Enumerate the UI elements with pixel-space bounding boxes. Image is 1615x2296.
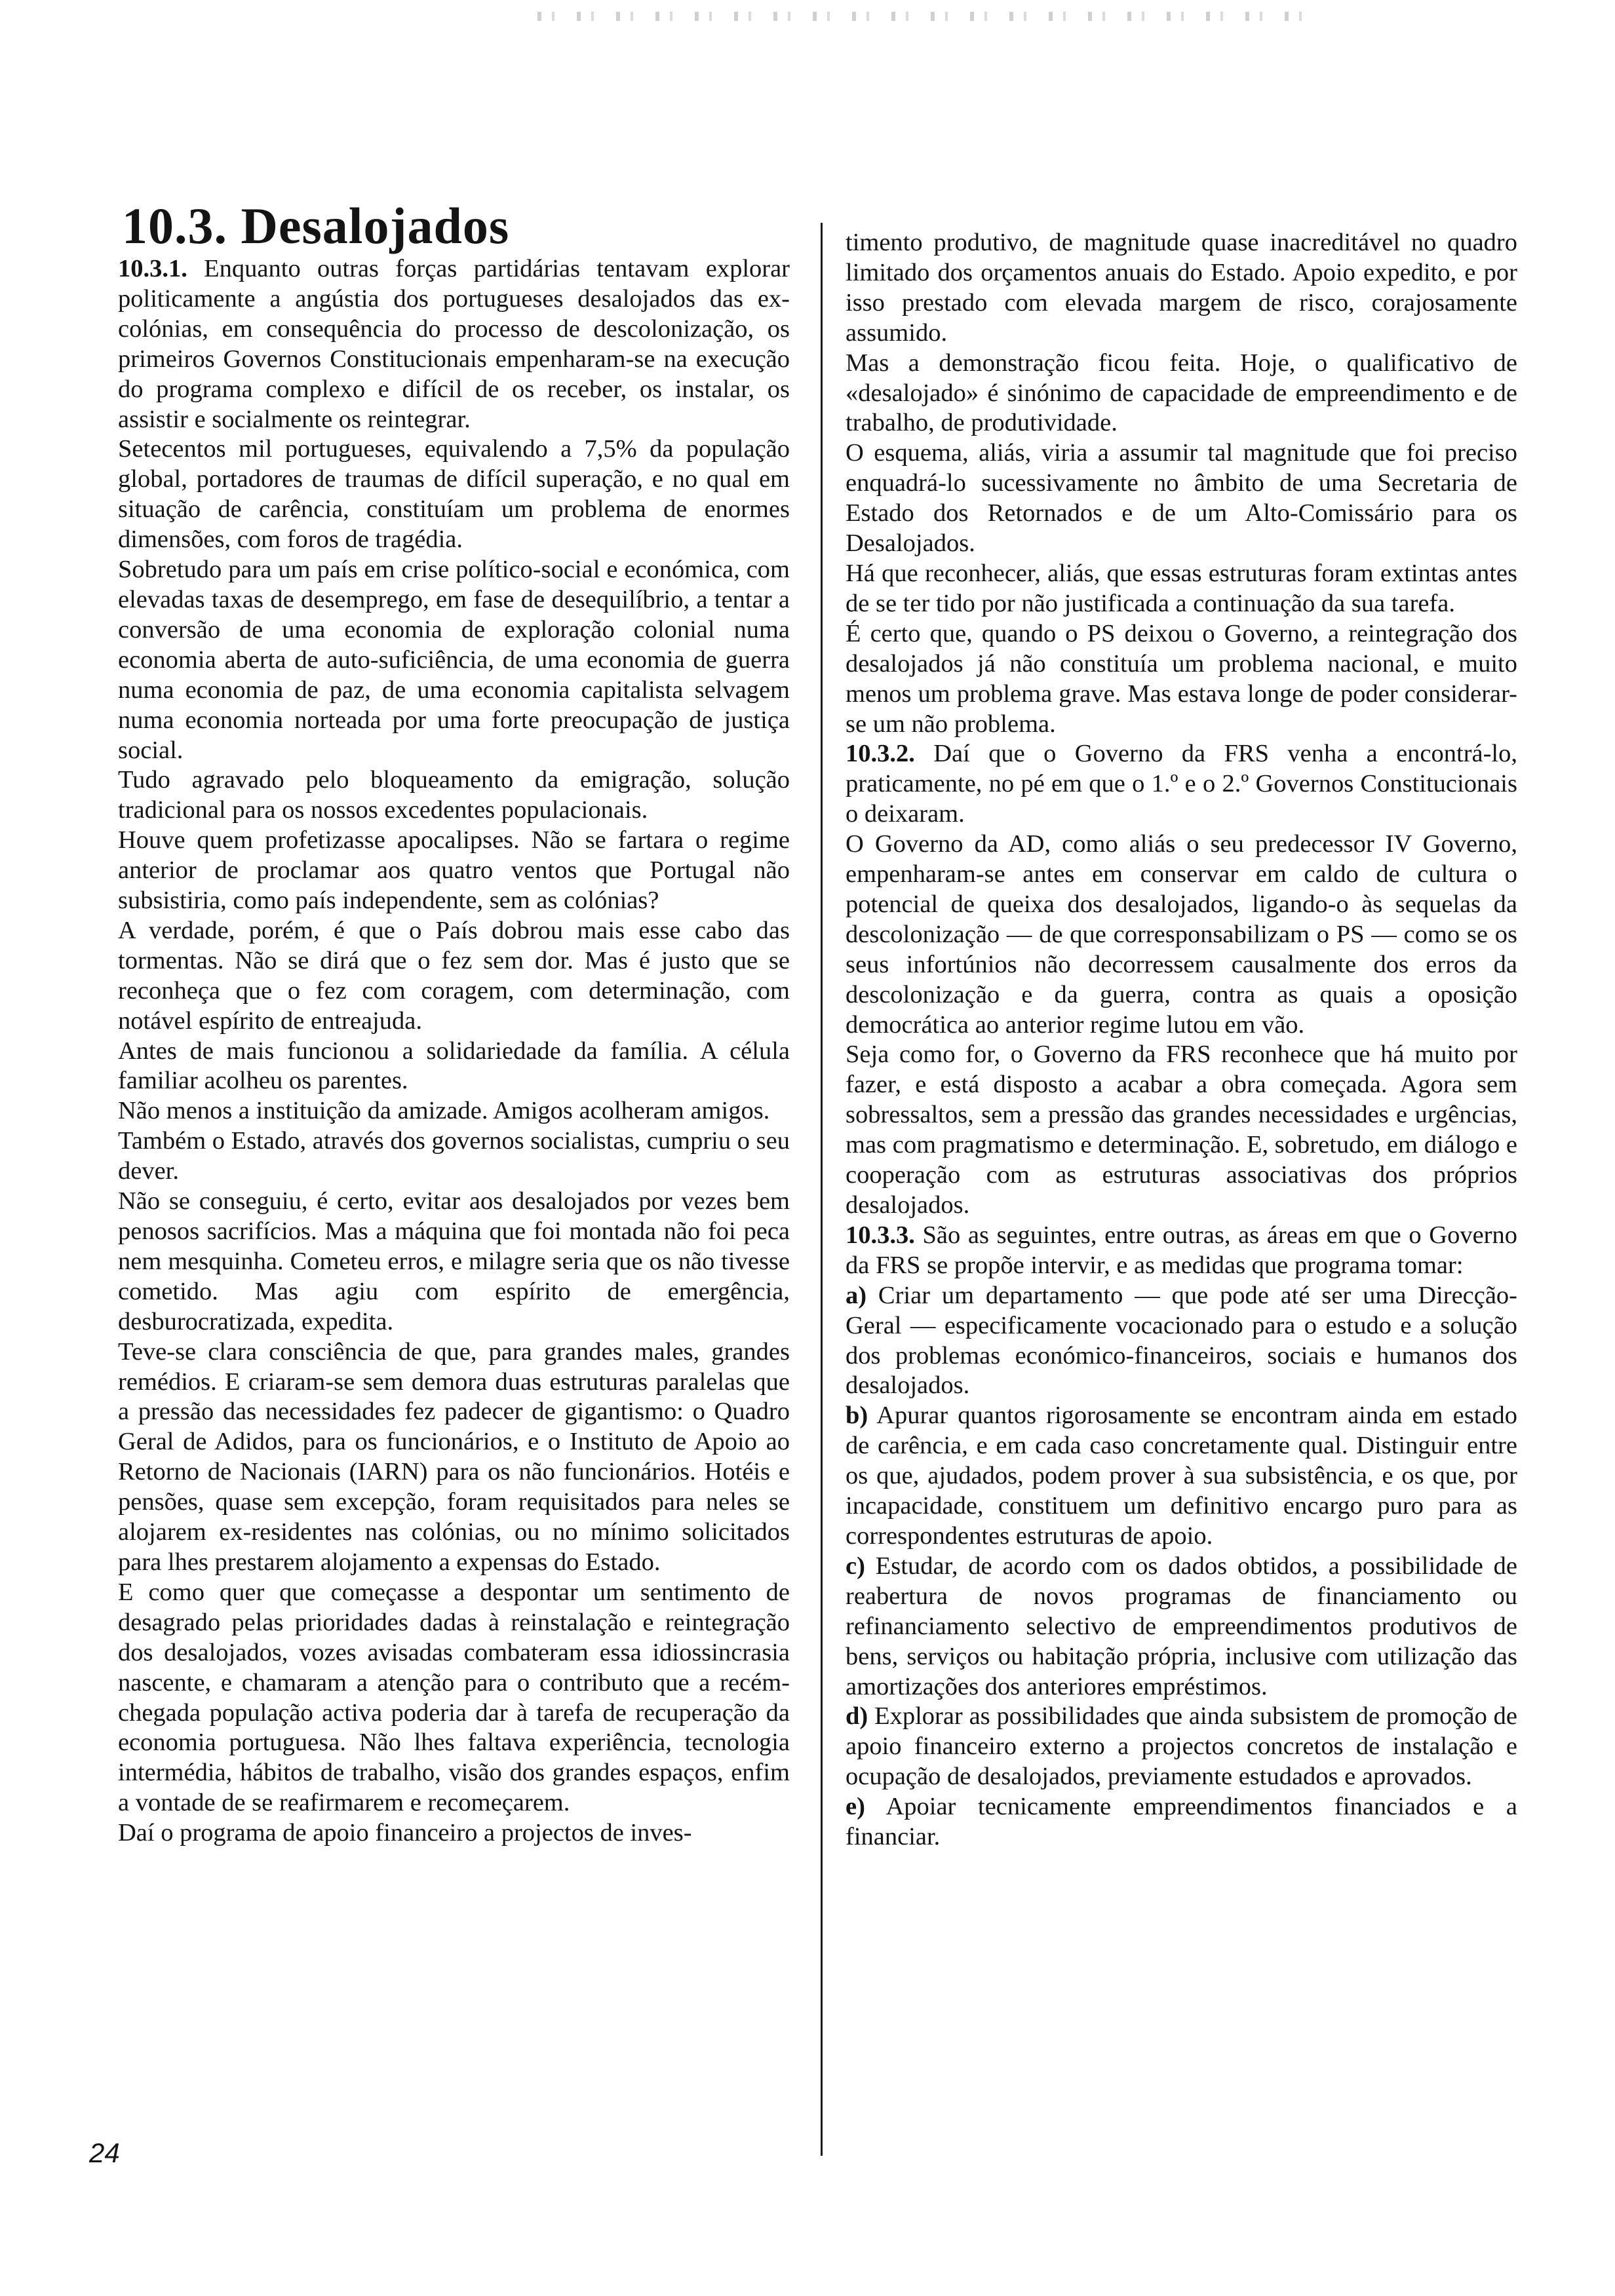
paragraph xyxy=(846,228,1517,349)
paragraph-text: Mas a demonstração ficou feita. Hoje, o qualificativo de «desalojado» é sinónimo de capacidade de empreendimento e de trabalho, de produtividade. xyxy=(846,349,1517,437)
paragraph xyxy=(118,1187,790,1337)
paragraph-text: Apurar quantos rigorosamente se encontram ainda em estado de carência, e em cada caso concretamente qual. Distinguir entre os que, ajudados, podem prover à sua subsistência, e os que, por incapacidade, constituem um definitivo encargo puro para as correspondentes estruturas de apoio. xyxy=(846,1402,1517,1550)
paragraph-text: Setecentos mil portugueses, equivalendo a 7,5% da população global, portadores de traumas de difícil superação, e no qual em situação de carência, constituíam um problema de enormes dimensões, com foros de tragédia. xyxy=(118,435,790,554)
paragraph xyxy=(118,765,790,826)
paragraph-text: Estudar, de acordo com os dados obtidos, a possibilidade de reabertura de novos programas de financiamento ou refinanciamento selectivo de empreendimentos produtivos de bens, serviços ou habitação própria, inclusive com utilização das amortizações dos anteriores empréstimos. xyxy=(846,1552,1518,1700)
paragraph-text: São as seguintes, entre outras, as áreas em que o Governo da FRS se propõe intervir, e as medidas que programa tomar: xyxy=(846,1221,1517,1279)
column-divider xyxy=(821,223,823,2156)
page-number: 24 xyxy=(89,2137,120,2168)
paragraph-number: d) xyxy=(846,1702,868,1731)
paragraph-text: Não menos a instituição da amizade. Amigos acolheram amigos. xyxy=(118,1097,770,1125)
paragraph-text: A verdade, porém, é que o País dobrou mais esse cabo das tormentas. Não se dirá que o fez sem dor. Mas é justo que se reconheça que o fez com coragem, com determinação, com notável espírito de entreajuda. xyxy=(118,916,790,1035)
paragraph-number: a) xyxy=(846,1281,867,1309)
right-column xyxy=(846,228,1517,1852)
paragraph xyxy=(846,438,1517,559)
paragraph-number: 10.3.1. xyxy=(118,255,187,282)
paragraph xyxy=(118,1037,790,1097)
paragraph xyxy=(846,1281,1517,1402)
paragraph-text: O Governo da AD, como aliás o seu predecessor IV Governo, empenharam-se antes em conservar em caldo de cultura o potencial de queixa dos desalojados, ligando-o às sequelas da descolonização — de que corresponsabilizam o PS — como se os seus infortúnios não decorressem causalmente dos erros da descolonização e da guerra, contra as quais a oposição democrática ao anterior regime lutou em vão. xyxy=(846,830,1517,1039)
paragraph-text: Há que reconhecer, aliás, que essas estruturas foram extintas antes de se ter tido por não justificada a continuação da sua tarefa. xyxy=(846,559,1517,617)
paragraph-text: Tudo agravado pelo bloqueamento da emigração, solução tradicional para os nossos excedentes populacionais. xyxy=(118,766,790,824)
paragraph xyxy=(118,916,790,1037)
paragraph xyxy=(846,1552,1517,1702)
paragraph-text: Também o Estado, através dos governos socialistas, cumpriu o seu dever. xyxy=(118,1127,790,1185)
paragraph xyxy=(118,254,790,434)
paragraph-text: É certo que, quando o PS deixou o Governo, a reintegração dos desalojados já não constituía um problema nacional, e muito menos um problema grave. Mas estava longe de poder considerar-se um não problema. xyxy=(846,619,1517,738)
paragraph-number: b) xyxy=(846,1402,868,1430)
paragraph xyxy=(846,559,1517,619)
paragraph-number: 10.3.3. xyxy=(846,1221,915,1249)
paragraph-text: O esquema, aliás, viria a assumir tal magnitude que foi preciso enquadrá-lo sucessivamente no âmbito de uma Secretaria de Estado dos Retornados e de um Alto-Comissário para os Desalojados. xyxy=(846,439,1517,558)
paragraph xyxy=(846,1040,1517,1220)
paragraph-text: Sobretudo para um país em crise político-social e económica, com elevadas taxas de desemprego, em fase de desequilíbrio, a tentar a conversão de uma economia de exploração colonial numa economia aberta de auto-suficiência, de uma economia de guerra numa economia de paz, de uma economia capitalista selvagem numa economia norteada por uma forte preocupação de justiça social. xyxy=(118,556,790,764)
paragraph-number: 10.3.2. xyxy=(846,740,915,768)
paragraph xyxy=(118,434,790,555)
paragraph-text: Teve-se clara consciência de que, para grandes males, grandes remédios. E criaram-se sem demora duas estruturas paralelas que a pressão das necessidades fez padecer de gigantismo: o Quadro Geral de Adidos, para os funcionários, e o Instituto de Apoio ao Retorno de Nacionais (IARN) para os não funcionários. Hotéis e pensões, quase sem excepção, foram requisitados para neles se alojarem ex-residentes nas colónias, ou no mínimo solicitados para lhes prestarem alojamento a expensas do Estado. xyxy=(118,1337,790,1576)
paragraph-text: Criar um departamento — que pode até ser uma Direcção-Geral — especificamente vocacionado para o estudo e a solução dos problemas económico-financeiros, sociais e humanos dos desalojados. xyxy=(846,1281,1517,1400)
paragraph-number: e) xyxy=(846,1793,865,1821)
paragraph-text: Seja como for, o Governo da FRS reconhece que há muito por fazer, e está disposto a acabar a obra começada. Agora sem sobressaltos, sem a pressão das grandes necessidades e urgências, mas com pragmatismo e determinação. E, sobretudo, em diálogo e cooperação com as estruturas associativas dos próprios desalojados. xyxy=(846,1041,1517,1219)
left-column xyxy=(118,254,790,1848)
paragraph xyxy=(118,1818,790,1848)
paragraph-text: Apoiar tecnicamente empreendimentos financiados e a financiar. xyxy=(846,1793,1517,1851)
section-heading: 10.3. Desalojados xyxy=(122,197,510,254)
paragraph xyxy=(846,1792,1517,1852)
paragraph-number: c) xyxy=(846,1552,865,1580)
paragraph xyxy=(118,1126,790,1187)
scan-artifact xyxy=(537,12,1324,21)
paragraph-text: E como quer que começasse a despontar um sentimento de desagrado pelas prioridades dadas à reinstalação e reintegração dos desalojados, vozes avisadas combateram essa idiossincrasia nascente, e chamaram a atenção para o contributo que a recém-chegada população activa poderia dar à tarefa de recuperação da economia portuguesa. Não lhes faltava experiência, tecnologia intermédia, hábitos de trabalho, visão dos grandes espaços, enfim a vontade de se reafirmarem e recomeçarem. xyxy=(118,1578,790,1817)
paragraph-text: timento produtivo, de magnitude quase inacreditável no quadro limitado dos orçamentos anuais do Estado. Apoio expedito, e por isso prestado com elevada margem de risco, corajosamente assumido. xyxy=(846,229,1517,347)
paragraph xyxy=(846,830,1517,1040)
paragraph-text: Houve quem profetizasse apocalipses. Não se fartara o regime anterior de proclamar aos quatro ventos que Portugal não subsistiria, como país independente, sem as colónias? xyxy=(118,826,790,915)
paragraph xyxy=(846,739,1517,830)
paragraph xyxy=(118,555,790,765)
paragraph xyxy=(118,1337,790,1578)
paragraph xyxy=(846,349,1517,439)
paragraph-text: Daí o programa de apoio financeiro a projectos de inves- xyxy=(118,1819,692,1847)
paragraph xyxy=(846,619,1517,740)
paragraph-text: Enquanto outras forças partidárias tentavam explorar politicamente a angústia dos portugueses desalojados das ex-colónias, em consequência do processo de descolonização, os primeiros Governos Constitucionais empenharam-se na execução do programa complexo e difícil de os receber, os instalar, os assistir e socialmente os reintegrar. xyxy=(118,255,790,433)
paragraph xyxy=(846,1702,1517,1792)
paragraph xyxy=(118,1096,790,1126)
paragraph xyxy=(846,1221,1517,1281)
paragraph-text: Daí que o Governo da FRS venha a encontrá-lo, praticamente, no pé em que o 1.º e o 2.º Governos Constitucionais o deixaram. xyxy=(846,740,1517,828)
paragraph-text: Explorar as possibilidades que ainda subsistem de promoção de apoio financeiro externo a projectos concretos de instalação e ocupação de desalojados, previamente estudados e aprovados. xyxy=(846,1702,1517,1791)
paragraph-text: Não se conseguiu, é certo, evitar aos desalojados por vezes bem penosos sacrifícios. Mas a máquina que foi montada não foi peca nem mesquinha. Cometeu erros, e milagre seria que os não tivesse cometido. Mas agiu com espírito de emergência, desburocratizada, expedita. xyxy=(118,1187,790,1335)
paragraph xyxy=(118,1578,790,1818)
paragraph xyxy=(846,1401,1517,1552)
paragraph xyxy=(118,826,790,916)
paragraph-text: Antes de mais funcionou a solidariedade da família. A célula familiar acolheu os parentes. xyxy=(118,1037,790,1095)
